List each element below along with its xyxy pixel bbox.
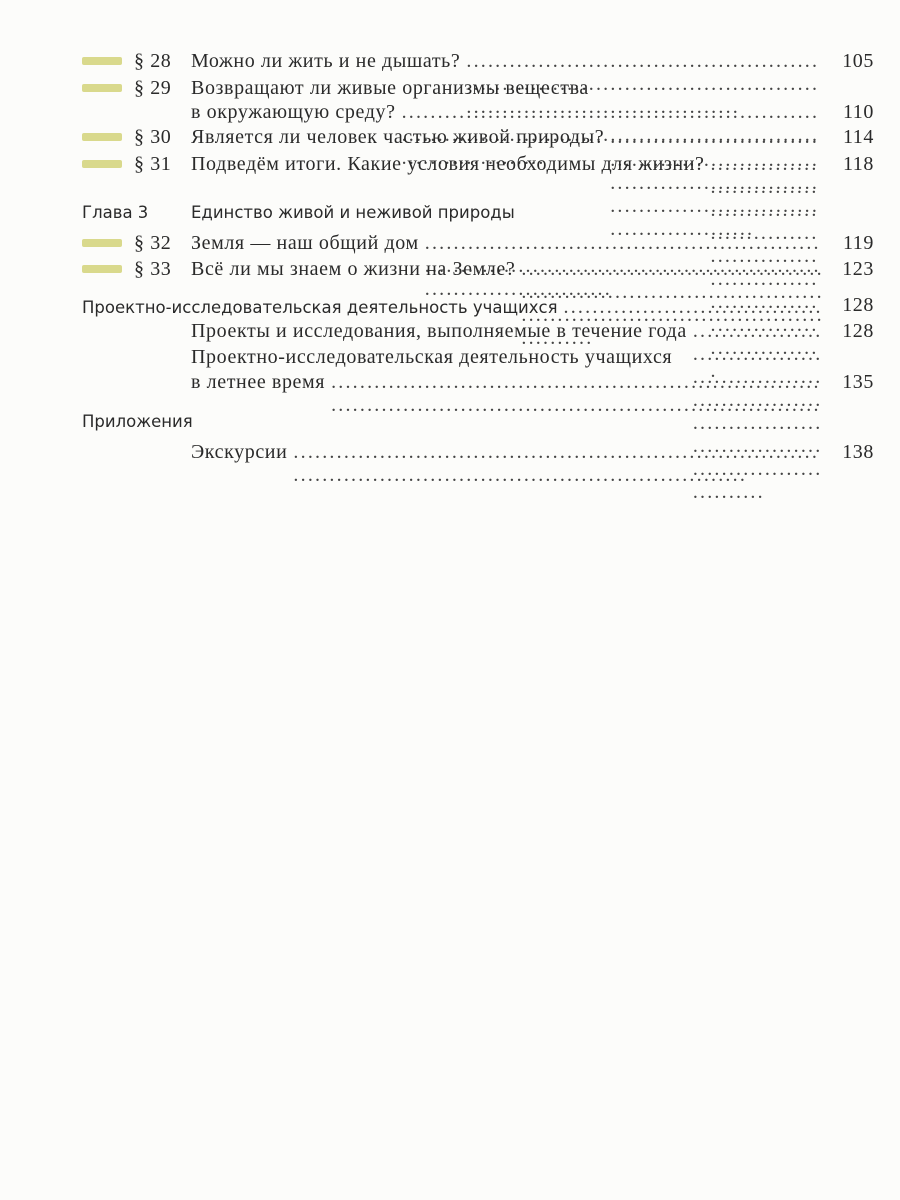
section-title: Всё ли мы знаем о жизни на Земле? xyxy=(191,258,516,280)
section-number: § 29 xyxy=(134,77,172,99)
section-marker xyxy=(82,265,122,273)
section-number: § 33 xyxy=(134,258,172,280)
section-title: Возвращают ли живые организмы вещества xyxy=(191,77,589,99)
page-number: 114 xyxy=(842,126,874,148)
section-number: § 30 xyxy=(134,126,172,148)
section-title: Можно ли жить и не дышать? xyxy=(191,50,461,72)
projects-title: Проектно-исследовательская деятельность учащихся xyxy=(82,298,558,317)
section-title-cont: в окружающую среду? xyxy=(191,101,396,123)
leader-dots xyxy=(293,441,821,487)
section-marker xyxy=(82,160,122,168)
leader-dots xyxy=(564,296,821,319)
section-title: Земля — наш общий дом xyxy=(191,232,419,254)
section-number: § 31 xyxy=(134,153,172,175)
page-number: 119 xyxy=(842,232,874,254)
chapter-label: Глава 3 xyxy=(82,203,149,222)
chapter-title: Единство живой и неживой природы xyxy=(191,203,515,222)
appendix-title: Приложения xyxy=(82,412,193,431)
page-number: 105 xyxy=(842,50,874,72)
item-title-cont: в летнее время xyxy=(191,371,326,393)
page-number: 118 xyxy=(842,153,874,175)
page-number: 128 xyxy=(842,294,874,316)
section-marker xyxy=(82,133,122,141)
section-number: § 32 xyxy=(134,232,172,254)
page-number: 123 xyxy=(842,258,874,280)
page-number: 128 xyxy=(842,320,874,342)
page-number: 135 xyxy=(842,371,874,393)
section-marker xyxy=(82,239,122,247)
item-title: Экскурсии xyxy=(191,441,288,463)
section-marker xyxy=(82,57,122,65)
page-number: 110 xyxy=(842,101,874,123)
leader-dots xyxy=(331,371,821,417)
section-title: Подведём итоги. Какие условия необходимы для жизни? xyxy=(191,153,705,175)
item-title: Проекты и исследования, выполняемые в течение года xyxy=(191,320,687,342)
section-title: Является ли человек частью живой природы? xyxy=(191,126,605,148)
item-title: Проектно-исследовательская деятельность учащихся xyxy=(191,346,673,368)
section-marker xyxy=(82,84,122,92)
section-number: § 28 xyxy=(134,50,172,72)
page-number: 138 xyxy=(842,441,874,463)
